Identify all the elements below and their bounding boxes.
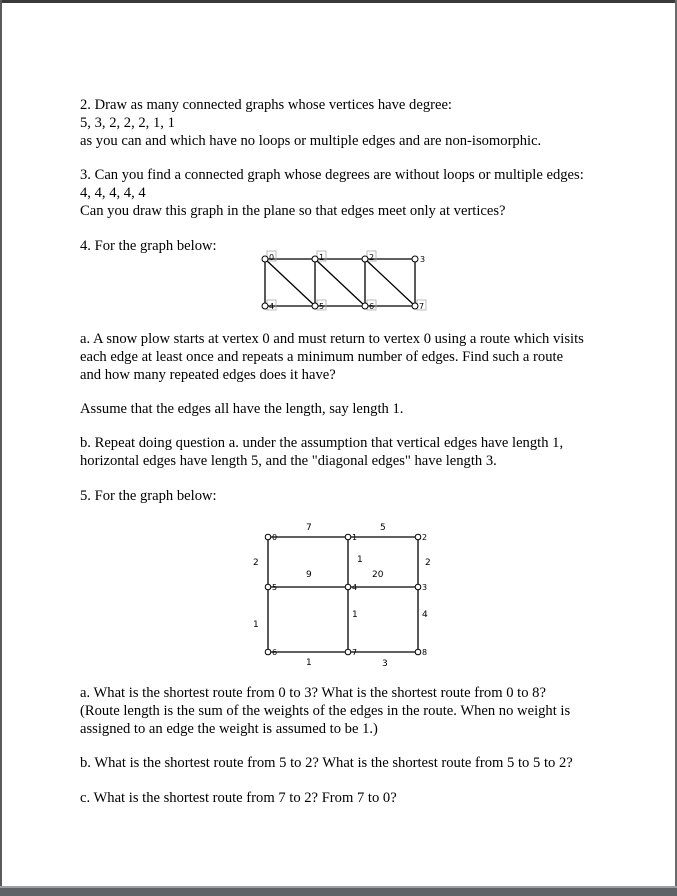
q5-weight-center-right: 20 [372,570,384,580]
q5-vertex-1 [345,534,351,540]
q5-weight-3-8: 4 [422,610,428,620]
q5-a-line-2: (Route length is the sum of the weights of the edges in the route. When no weight is [80,703,571,719]
q5-weight-5-6: 1 [253,620,259,630]
q5-graph [245,515,445,675]
q4-edge-0-5 [265,259,315,306]
q4-vertex-label-6: 6 [369,302,375,311]
q4-intro: 4. For the graph below: [80,238,217,254]
q5-weight-2-3: 2 [425,558,431,568]
q4-vertex-1 [312,256,318,262]
q5-vertex-label-3: 3 [422,583,428,592]
q3-line-3: Can you draw this graph in the plane so that edges meet only at vertices? [80,203,506,219]
q4-vertex-2 [362,256,368,262]
q4-a-line-1: a. A snow plow starts at vertex 0 and must return to vertex 0 using a route which visits [80,331,584,347]
q4-vertex-4 [262,303,268,309]
q5-vertex-4 [345,584,351,590]
q4-a-line-2: each edge at least once and repeats a minimum number of edges. Find such a route [80,349,564,365]
viewer-bottom-scrollbar[interactable] [0,888,677,896]
q5-weight-4-7: 1 [352,610,358,620]
q5-vertex-label-5: 5 [272,583,278,592]
q4-vertex-0 [262,256,268,262]
q4-vertex-label-4: 4 [269,302,275,311]
q4-b-line-2: horizontal edges have length 5, and the "diagonal edges" have length 3. [80,453,497,469]
viewer-left-border [0,0,2,896]
q2-line-3: as you can and which have no loops or multiple edges and are non-isomorphic. [80,133,542,149]
q4-vertex-6 [362,303,368,309]
q5-weight-center-left: 9 [306,570,312,580]
q5-weight-6-7: 1 [306,658,312,668]
q4-vertex-label-0: 0 [269,253,275,262]
viewer-top-border [0,0,677,3]
q2-degrees: 5, 3, 2, 2, 2, 1, 1 [80,115,175,131]
q5-vertex-label-1: 1 [352,533,358,542]
q5-vertex-2 [415,534,421,540]
q5-vertex-label-0: 0 [272,533,278,542]
q5-weight-7-8: 3 [382,659,388,669]
q5-a-line-1: a. What is the shortest route from 0 to 3? What is the shortest route from 0 to 8? [80,685,546,701]
q5-vertex-8 [415,649,421,655]
q5-vertex-label-2: 2 [422,533,428,542]
q4-graph [255,250,435,318]
q4-vertex-3 [412,256,418,262]
q4-vertex-label-3: 3 [420,255,426,264]
q5-b: b. What is the shortest route from 5 to 2? What is the shortest route from 5 to 5 to 2? [80,755,573,771]
q5-vertex-5 [265,584,271,590]
q5-vertex-label-7: 7 [352,648,358,657]
q5-vertex-label-8: 8 [422,648,428,657]
q4-a-line-3: and how many repeated edges does it have? [80,367,336,383]
q3-degrees: 4, 4, 4, 4, 4 [80,185,146,201]
q4-vertex-label-5: 5 [319,302,325,311]
q5-a-line-3: assigned to an edge the weight is assumed to be 1.) [80,721,378,737]
q5-vertex-3 [415,584,421,590]
q4-vertex-7 [412,303,418,309]
q5-vertex-label-4: 4 [352,583,358,592]
q2-line-1: 2. Draw as many connected graphs whose vertices have degree: [80,97,452,113]
q4-vertex-label-7: 7 [419,302,425,311]
q5-weight-0-5: 2 [253,558,259,568]
q5-vertex-0 [265,534,271,540]
q5-weight-0-1: 7 [306,523,312,533]
q4-edge-2-7 [365,259,415,306]
q4-vertex-label-2: 2 [369,253,375,262]
q5-weight-1-4: 1 [357,555,363,565]
q5-vertex-label-6: 6 [272,648,278,657]
q4-assumption: Assume that the edges all have the length, say length 1. [80,401,404,417]
q4-b-line-1: b. Repeat doing question a. under the assumption that vertical edges have length 1, [80,435,564,451]
q5-intro: 5. For the graph below: [80,488,217,504]
q4-vertex-label-1: 1 [319,253,325,262]
q5-weight-1-2: 5 [380,523,386,533]
q5-vertex-6 [265,649,271,655]
q4-vertex-5 [312,303,318,309]
q5-vertex-7 [345,649,351,655]
q5-c: c. What is the shortest route from 7 to 2? From 7 to 0? [80,790,397,806]
q3-line-1: 3. Can you find a connected graph whose degrees are without loops or multiple edges: [80,167,584,183]
q4-edge-1-6 [315,259,365,306]
